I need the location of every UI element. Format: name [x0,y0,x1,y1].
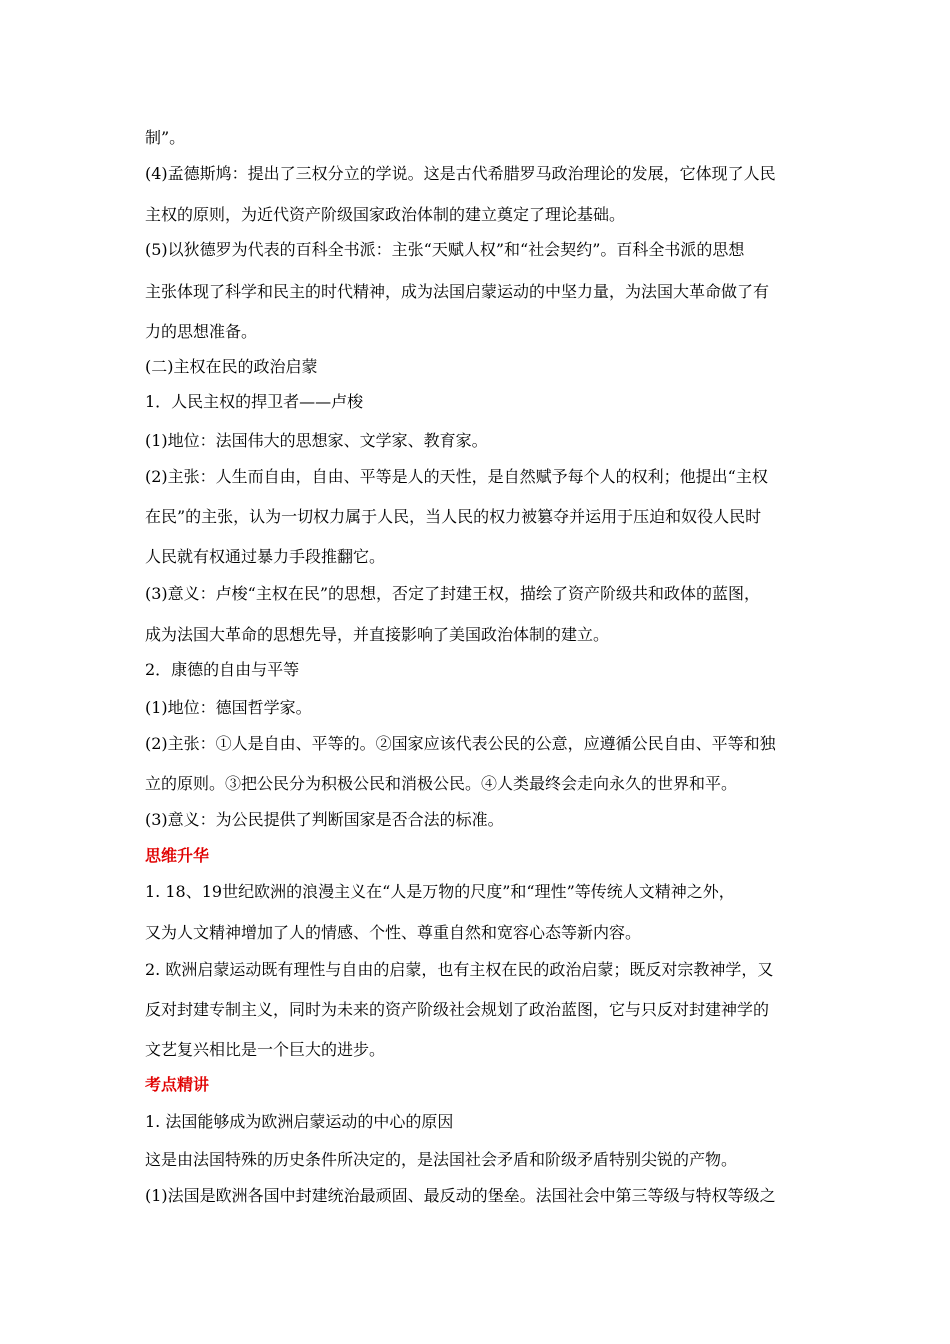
heading-thinking-upgrade: 思维升华 [145,846,210,865]
text-line: (2)主张：人生而自由，自由、平等是人的天性，是自然赋予每个人的权利；他提出“主权 [145,467,768,486]
text-line: (3)意义：为公民提供了判断国家是否合法的标准。 [145,810,504,829]
subsection-title: 1．人民主权的捍卫者——卢梭 [145,392,364,411]
text-line: 制”。 [145,128,186,147]
text-line: (5)以狄德罗为代表的百科全书派：主张“天赋人权”和“社会契约”。百科全书派的思想 [145,240,745,259]
text-line: 又为人文精神增加了人的情感、个性、尊重自然和宽容心态等新内容。 [145,923,642,942]
text-line: 主权的原则，为近代资产阶级国家政治体制的建立奠定了理论基础。 [145,205,626,224]
text-line: (3)意义：卢梭“主权在民”的思想，否定了封建王权，描绘了资产阶级共和政体的蓝图， [145,584,761,603]
section-title: (二)主权在民的政治启蒙 [145,357,318,376]
text-line: 1. 18、19世纪欧洲的浪漫主义在“人是万物的尺度”和“理性”等传统人文精神之外， [145,882,735,901]
text-line: (2)主张：①人是自由、平等的。②国家应该代表公民的公意，应遵循公民自由、平等和独 [145,734,776,753]
text-line: (1)法国是欧洲各国中封建统治最顽固、最反动的堡垒。法国社会中第三等级与特权等级之 [145,1186,776,1205]
text-line: 这是由法国特殊的历史条件所决定的，是法国社会矛盾和阶级矛盾特别尖锐的产物。 [145,1150,738,1169]
heading-key-points: 考点精讲 [145,1075,210,1094]
text-line: 反对封建专制主义，同时为未来的资产阶级社会规划了政治蓝图，它与只反对封建神学的 [145,1000,770,1019]
text-line: 主张体现了科学和民主的时代精神，成为法国启蒙运动的中坚力量，为法国大革命做了有 [145,282,770,301]
subsection-title: 2．康德的自由与平等 [145,660,300,679]
text-line: 立的原则。③把公民分为积极公民和消极公民。④人类最终会走向永久的世界和平。 [145,774,738,793]
text-line: 人民就有权通过暴力手段推翻它。 [145,547,386,566]
text-line: 文艺复兴相比是一个巨大的进步。 [145,1040,386,1059]
text-line: 成为法国大革命的思想先导，并直接影响了美国政治体制的建立。 [145,625,610,644]
subsection-title: 1. 法国能够成为欧洲启蒙运动的中心的原因 [145,1112,454,1131]
text-line: (1)地位：法国伟大的思想家、文学家、教育家。 [145,431,488,450]
text-line: 在民”的主张，认为一切权力属于人民，当人民的权力被篡夺并运用于压迫和奴役人民时 [145,507,762,526]
text-line: 力的思想准备。 [145,322,258,341]
text-line: (1)地位：德国哲学家。 [145,698,312,717]
text-line: (4)孟德斯鸠：提出了三权分立的学说。这是古代希腊罗马政治理论的发展，它体现了人民 [145,164,776,183]
text-line: 2. 欧洲启蒙运动既有理性与自由的启蒙，也有主权在民的政治启蒙；既反对宗教神学，又 [145,960,774,979]
